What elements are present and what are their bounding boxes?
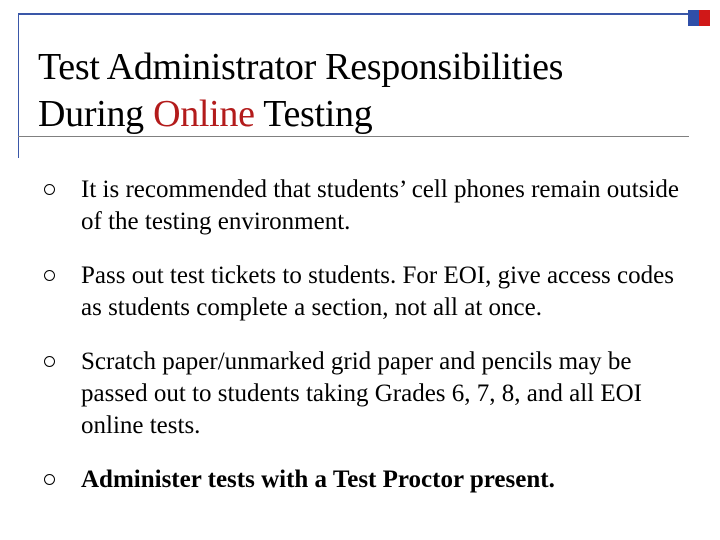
bullet-text: Administer tests with a Test Proctor present.	[81, 466, 555, 493]
corner-square-red	[699, 10, 710, 26]
list-item	[44, 174, 694, 238]
title-line-2-end: Testing	[254, 93, 373, 135]
top-border-rule	[18, 13, 688, 15]
slide-title	[38, 44, 678, 138]
title-line-1: Test Administrator Responsibilities	[38, 46, 564, 88]
circle-bullet-icon	[44, 184, 55, 195]
responsibility-list	[44, 174, 694, 496]
list-item	[44, 346, 694, 442]
circle-bullet-icon	[44, 474, 55, 485]
bullet-text: It is recommended that students’ cell phones remain outside of the testing environment.	[81, 176, 679, 235]
list-item	[44, 464, 694, 496]
title-accent-word: Online	[153, 93, 255, 135]
bullet-text: Pass out test tickets to students. For EOI, give access codes as students complete a section, not all at once.	[81, 262, 674, 321]
list-item	[44, 260, 694, 324]
corner-square-blue	[688, 10, 699, 26]
title-divider	[18, 136, 689, 137]
circle-bullet-icon	[44, 356, 55, 367]
bullet-text: Scratch paper/unmarked grid paper and pencils may be passed out to students taking Grades 6, 7, 8, and all EOI online tests.	[81, 348, 643, 439]
title-line-2-start: During	[38, 93, 154, 135]
circle-bullet-icon	[44, 270, 55, 281]
